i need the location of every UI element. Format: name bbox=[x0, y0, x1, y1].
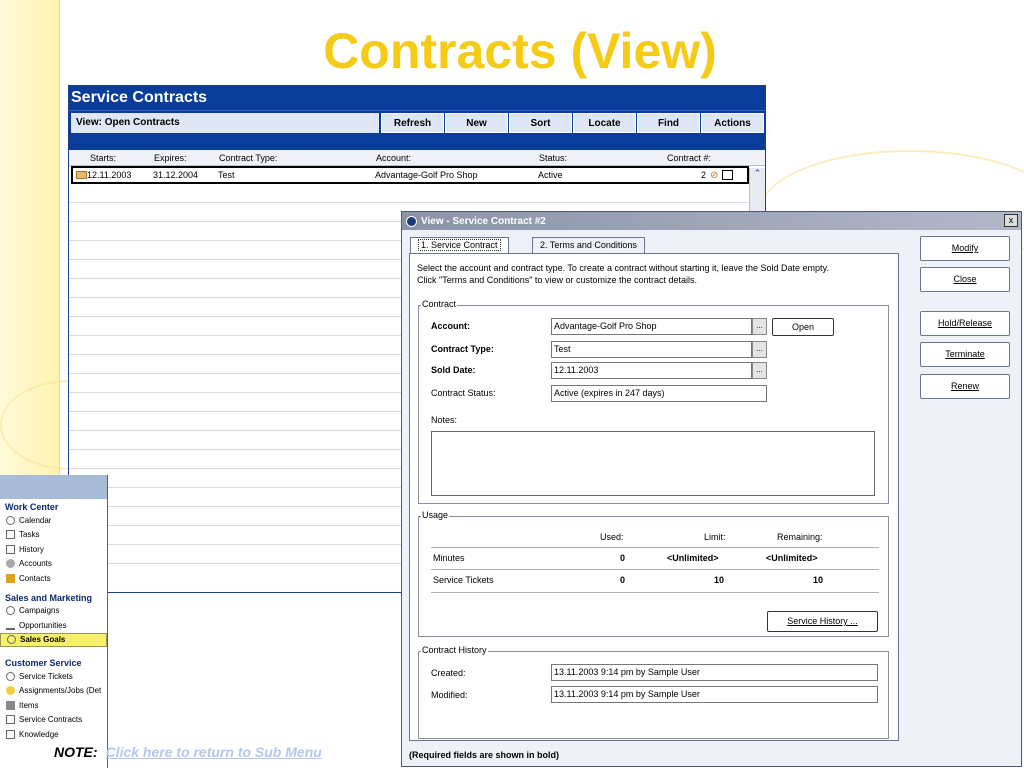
window-icon[interactable] bbox=[722, 170, 733, 180]
account-label: Account: bbox=[431, 321, 470, 331]
sidebar-item-assignments[interactable]: Assignments/Jobs (Det bbox=[0, 684, 107, 699]
modify-button[interactable]: Modify bbox=[920, 236, 1010, 261]
usage-limit: <Unlimited> bbox=[667, 553, 719, 563]
intro-text: Click "Terms and Conditions" to view or customize the contract details. bbox=[417, 275, 698, 285]
contract-type-browse-button[interactable]: ... bbox=[752, 341, 767, 358]
notes-label: Notes: bbox=[431, 415, 458, 425]
toolbar-spacer bbox=[69, 134, 765, 150]
column-headers bbox=[69, 150, 765, 166]
sidebar-item-calendar[interactable]: Calendar bbox=[0, 513, 107, 528]
sidebar bbox=[0, 475, 108, 768]
scroll-up-icon[interactable]: ⌃ bbox=[753, 168, 762, 178]
usage-used: 0 bbox=[620, 575, 626, 585]
sidebar-item-sales-goals[interactable]: Sales Goals bbox=[0, 633, 107, 648]
sidebar-item-accounts[interactable]: Accounts bbox=[0, 557, 107, 572]
knowledge-icon bbox=[6, 730, 15, 739]
contract-type-field[interactable]: Test bbox=[551, 341, 752, 358]
group-legend: Contract bbox=[422, 299, 457, 309]
usage-remaining: <Unlimited> bbox=[766, 553, 818, 563]
close-button[interactable]: Close bbox=[920, 267, 1010, 292]
cell-account: Advantage-Golf Pro Shop bbox=[375, 170, 478, 180]
locate-button[interactable]: Locate bbox=[573, 113, 636, 133]
divider bbox=[431, 592, 879, 593]
service-history-button[interactable]: Service History ... bbox=[767, 611, 878, 632]
divider bbox=[431, 547, 879, 548]
sidebar-item-items[interactable]: Items bbox=[0, 698, 107, 713]
sidebar-group-customer-service bbox=[0, 655, 107, 742]
account-browse-button[interactable]: ... bbox=[752, 318, 767, 335]
column-account[interactable]: Account: bbox=[376, 152, 412, 163]
usage-row-label: Service Tickets bbox=[433, 575, 494, 585]
terminate-button[interactable]: Terminate bbox=[920, 342, 1010, 367]
tab-service-contract[interactable]: 1. Service Contract bbox=[410, 237, 509, 255]
cell-starts: 12.11.2003 bbox=[87, 170, 132, 180]
column-expires[interactable]: Expires: bbox=[154, 152, 187, 163]
sidebar-item-knowledge[interactable]: Knowledge bbox=[0, 727, 107, 742]
opportunities-icon bbox=[6, 621, 15, 630]
column-starts[interactable]: Starts: bbox=[90, 152, 117, 163]
used-header: Used: bbox=[600, 532, 624, 542]
sold-date-picker-button[interactable]: ... bbox=[752, 362, 767, 379]
history-icon bbox=[6, 545, 15, 554]
limit-header: Limit: bbox=[704, 532, 726, 542]
sidebar-group-sales bbox=[0, 590, 107, 648]
cell-type: Test bbox=[218, 170, 235, 180]
column-contract-number[interactable]: Contract #: bbox=[667, 152, 712, 163]
sidebar-item-opportunities[interactable]: Opportunities bbox=[0, 618, 107, 633]
sidebar-group-label: Work Center bbox=[5, 502, 59, 512]
intro-text: Select the account and contract type. To create a contract without starting it, leave the Sold Date empty. bbox=[417, 263, 829, 273]
note bbox=[54, 744, 322, 760]
notes-field[interactable] bbox=[431, 431, 875, 496]
column-status[interactable]: Status: bbox=[539, 152, 568, 163]
service-contracts-icon bbox=[6, 715, 15, 724]
toolbar bbox=[69, 110, 765, 134]
tab-terms-and-conditions[interactable]: 2. Terms and Conditions bbox=[532, 237, 645, 254]
tasks-icon bbox=[6, 530, 15, 539]
usage-row-label: Minutes bbox=[433, 553, 465, 563]
note-label: NOTE: bbox=[54, 744, 98, 760]
usage-remaining: 10 bbox=[813, 575, 824, 585]
required-fields-note: (Required fields are shown in bold) bbox=[409, 750, 560, 760]
sidebar-item-contacts[interactable]: Contacts bbox=[0, 571, 107, 586]
folder-icon bbox=[76, 171, 87, 179]
service-tickets-icon bbox=[6, 672, 15, 681]
renew-button[interactable]: Renew bbox=[920, 374, 1010, 399]
column-contract-type[interactable]: Contract Type: bbox=[219, 152, 278, 163]
actions-button[interactable]: Actions bbox=[701, 113, 764, 133]
accounts-icon bbox=[6, 559, 15, 568]
open-button[interactable]: Open bbox=[772, 318, 834, 336]
sidebar-group-label: Customer Service bbox=[5, 658, 82, 668]
close-icon[interactable]: x bbox=[1004, 214, 1018, 227]
contract-type-label: Contract Type: bbox=[431, 344, 494, 354]
view-selector[interactable]: View: Open Contracts bbox=[71, 113, 379, 133]
divider bbox=[431, 569, 879, 570]
cell-status: Active bbox=[538, 170, 563, 180]
sold-date-label: Sold Date: bbox=[431, 365, 476, 375]
account-field[interactable]: Advantage-Golf Pro Shop bbox=[551, 318, 752, 335]
contacts-icon bbox=[6, 574, 15, 583]
items-icon bbox=[6, 701, 15, 710]
return-to-submenu-link[interactable]: Click here to return to Sub Menu bbox=[105, 744, 322, 760]
modified-field: 13.11.2003 9:14 pm by Sample User bbox=[551, 686, 878, 703]
table-row[interactable] bbox=[71, 166, 749, 184]
cell-number: 2 bbox=[700, 170, 706, 180]
dialog-title-bar bbox=[402, 212, 1021, 230]
sales-goals-icon bbox=[7, 635, 16, 644]
sidebar-group-work-center bbox=[0, 499, 107, 586]
usage-used: 0 bbox=[620, 553, 626, 563]
remaining-header: Remaining: bbox=[777, 532, 823, 542]
sidebar-item-history[interactable]: History bbox=[0, 542, 107, 557]
sidebar-item-service-tickets[interactable]: Service Tickets bbox=[0, 669, 107, 684]
sort-button[interactable]: Sort bbox=[509, 113, 572, 133]
app-icon bbox=[406, 216, 417, 227]
sidebar-item-tasks[interactable]: Tasks bbox=[0, 528, 107, 543]
group-legend: Usage bbox=[422, 510, 449, 520]
sidebar-header-image bbox=[0, 475, 107, 499]
new-button[interactable]: New bbox=[445, 113, 508, 133]
usage-limit: 10 bbox=[714, 575, 725, 585]
created-label: Created: bbox=[431, 668, 466, 678]
assignments-icon bbox=[6, 686, 15, 695]
calendar-icon bbox=[6, 516, 15, 525]
modified-label: Modified: bbox=[431, 690, 468, 700]
campaigns-icon bbox=[6, 606, 15, 615]
refresh-button[interactable]: Refresh bbox=[381, 113, 444, 133]
find-button[interactable]: Find bbox=[637, 113, 700, 133]
sidebar-group-label: Sales and Marketing bbox=[5, 592, 93, 603]
created-field: 13.11.2003 9:14 pm by Sample User bbox=[551, 664, 878, 681]
slide-title: Contracts (View) bbox=[323, 23, 717, 79]
dialog-title: View - Service Contract #2 bbox=[421, 215, 546, 227]
group-legend: Contract History bbox=[422, 645, 487, 655]
cancel-icon[interactable]: ⊘ bbox=[710, 169, 719, 181]
hold-release-button[interactable]: Hold/Release bbox=[920, 311, 1010, 336]
cell-expires: 31.12.2004 bbox=[153, 170, 199, 180]
contract-status-label: Contract Status: bbox=[431, 388, 496, 398]
contract-status-field: Active (expires in 247 days) bbox=[551, 385, 767, 402]
sidebar-item-campaigns[interactable]: Campaigns bbox=[0, 604, 107, 619]
sold-date-field[interactable]: 12.11.2003 bbox=[551, 362, 752, 379]
window-title: Service Contracts bbox=[69, 86, 765, 110]
sidebar-item-service-contracts[interactable]: Service Contracts bbox=[0, 713, 107, 728]
